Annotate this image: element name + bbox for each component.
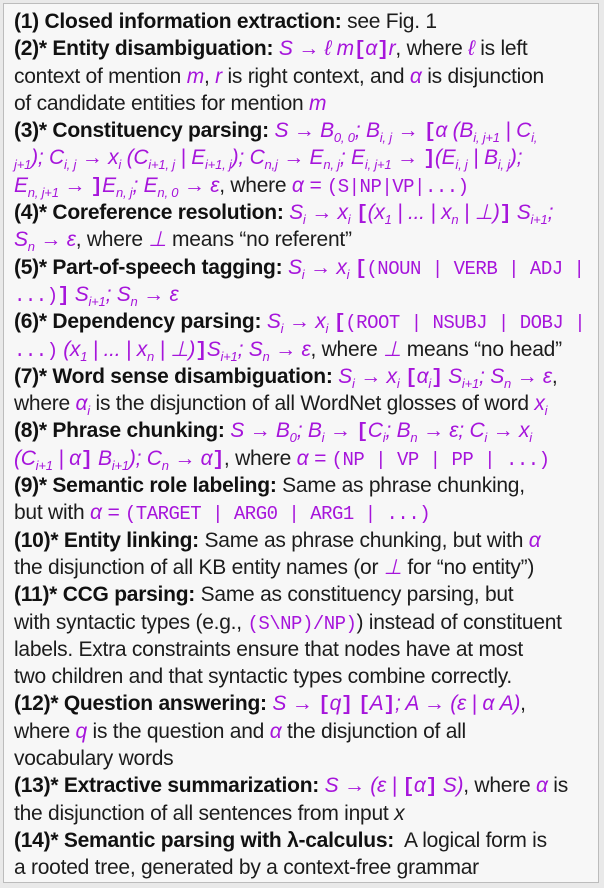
text-segment: → ε; C xyxy=(417,419,485,443)
text-segment: is left xyxy=(474,37,528,61)
text-segment: i, j+1 xyxy=(473,130,500,146)
text-segment: (C xyxy=(14,446,36,470)
text-segment: (TARGET | ARG0 | ARG1 | ...) xyxy=(124,503,431,526)
text-segment: , xyxy=(203,64,216,88)
text-segment: i xyxy=(396,375,400,391)
text-segment: ] xyxy=(341,694,353,718)
text-segment: S xyxy=(266,310,281,334)
text-segment: m xyxy=(309,91,327,115)
text-line xyxy=(14,417,594,444)
text-segment: ); C xyxy=(231,146,265,170)
text-segment: Same as phrase chunking, xyxy=(276,474,525,498)
text-segment: , where xyxy=(310,337,384,361)
text-segment: i+1 xyxy=(88,293,106,309)
task-label: (5)* Part-of-speech tagging: xyxy=(14,255,283,279)
text-segment: Same as constituency parsing, but xyxy=(195,583,514,607)
text-segment: for “no entity”) xyxy=(401,555,535,579)
text-line xyxy=(14,117,594,144)
text-segment: ; E xyxy=(339,146,365,170)
text-segment: is xyxy=(547,774,568,798)
text-segment: m xyxy=(186,64,204,88)
text-segment: is the question and xyxy=(86,719,270,743)
text-segment: | C xyxy=(499,119,532,143)
text-segment: ); C xyxy=(31,146,64,170)
text-segment: | ⊥) xyxy=(154,337,196,361)
text-segment: is right context, and xyxy=(221,64,410,88)
text-segment: where xyxy=(14,719,76,743)
text-segment: ; S xyxy=(237,337,263,361)
text-segment: 0, 0 xyxy=(333,130,355,146)
text-segment: → x xyxy=(305,201,348,225)
text-line xyxy=(14,172,594,199)
text-segment: S → ℓ m xyxy=(278,37,354,61)
text-line xyxy=(14,144,594,171)
task-label: (7)* Word sense disambiguation: xyxy=(14,364,333,388)
text-segment: [ xyxy=(333,312,346,336)
text-segment: ); C xyxy=(128,446,162,470)
text-segment: i xyxy=(428,375,432,391)
text-segment: (C xyxy=(121,146,149,170)
text-segment: i, j xyxy=(497,157,510,173)
text-segment: | α xyxy=(52,446,81,470)
text-segment: α = xyxy=(296,446,332,470)
text-segment: ] xyxy=(423,148,435,172)
text-segment: i+1 xyxy=(111,457,129,473)
text-segment: i xyxy=(346,266,350,282)
text-segment: n xyxy=(503,375,512,391)
task-label: (8)* Phrase chunking: xyxy=(14,419,225,443)
text-segment: → xyxy=(391,119,424,143)
text-segment: i xyxy=(302,212,306,228)
text-segment: r xyxy=(388,37,396,61)
text-segment: → α xyxy=(168,446,213,470)
text-segment: (x xyxy=(57,337,81,361)
text-segment: ; S xyxy=(105,282,131,306)
text-segment: labels. Extra constraints ensure that nodes have at most xyxy=(14,637,523,661)
text-segment: α xyxy=(365,37,378,61)
text-segment: i, j xyxy=(455,157,468,173)
text-segment: means “no referent” xyxy=(166,228,352,252)
text-segment: E xyxy=(102,173,116,197)
text-segment: S → B xyxy=(230,419,290,443)
text-line xyxy=(14,827,594,854)
text-segment: i+1, j xyxy=(148,157,175,173)
text-line xyxy=(14,690,594,717)
text-segment: S xyxy=(206,337,221,361)
text-segment: i+1, j xyxy=(205,157,232,173)
text-segment: i, j xyxy=(379,130,392,146)
text-segment: ℓ xyxy=(468,37,475,61)
text-segment: ...) xyxy=(14,284,58,307)
text-line xyxy=(14,8,594,35)
text-segment: n xyxy=(27,239,35,255)
text-segment: | ⊥) xyxy=(458,201,500,225)
text-segment: 0 xyxy=(289,430,297,446)
text-segment: i xyxy=(529,430,532,446)
text-segment: | ... | x xyxy=(87,337,147,361)
text-segment: ; E xyxy=(132,173,158,197)
text-segment: n, j xyxy=(115,184,133,200)
task-label: (3)* Constituency parsing: xyxy=(14,119,269,143)
text-segment: (ROOT | NSUBJ | DOBJ | xyxy=(345,312,586,335)
text-segment: α xyxy=(413,774,426,798)
text-segment: n, 0 xyxy=(157,184,179,200)
text-segment: n xyxy=(451,212,459,228)
text-segment: i+1 xyxy=(530,212,548,228)
text-segment: ] xyxy=(425,776,438,800)
text-segment: (NP | VP | PP | ...) xyxy=(331,448,550,471)
text-segment: α xyxy=(416,364,429,388)
text-line xyxy=(14,745,594,772)
text-line xyxy=(14,636,594,663)
task-label: (1) Closed information extraction: xyxy=(14,10,342,33)
text-segment: α xyxy=(269,719,282,743)
text-segment: → ε xyxy=(511,364,552,388)
text-segment: n xyxy=(410,430,418,446)
text-segment: n xyxy=(130,293,138,309)
text-line xyxy=(14,199,594,226)
text-segment: A logical form is xyxy=(394,828,547,852)
text-segment: → x xyxy=(354,364,397,388)
text-segment: (NOUN | VERB | ADJ | xyxy=(366,257,585,280)
task-label: (13)* Extractive summarization: xyxy=(14,774,320,798)
text-segment: means “no head” xyxy=(401,337,562,361)
text-segment: 1 xyxy=(384,212,392,228)
text-line xyxy=(14,308,594,335)
text-segment: ; B xyxy=(296,419,322,443)
text-segment: n xyxy=(161,457,169,473)
text-segment: , where xyxy=(223,446,297,470)
text-segment: [ xyxy=(356,421,368,445)
text-segment: S xyxy=(69,282,89,306)
text-segment: α xyxy=(528,528,541,552)
text-line xyxy=(14,854,594,881)
text-line xyxy=(14,527,594,554)
text-line xyxy=(14,363,594,390)
text-segment: is the disjunction of all WordNet glosses of word xyxy=(89,392,535,416)
text-segment: the disjunction of all sentences from input xyxy=(14,801,395,825)
text-segment: → ε xyxy=(178,173,220,197)
text-segment: i xyxy=(87,403,90,419)
text-segment: | B xyxy=(467,146,498,170)
text-segment: → x xyxy=(304,255,347,279)
text-segment: ] xyxy=(377,39,389,63)
text-segment: q xyxy=(329,692,342,716)
text-segment: ] xyxy=(195,339,207,363)
text-segment: i xyxy=(325,321,329,337)
text-segment: → ε xyxy=(34,228,76,252)
task-label: (4)* Coreference resolution: xyxy=(14,201,284,225)
text-segment: S xyxy=(338,364,352,388)
text-line xyxy=(14,390,594,417)
text-segment: , where xyxy=(463,774,536,798)
text-segment: ] xyxy=(90,175,103,199)
text-segment: → x xyxy=(487,419,530,443)
text-segment: S xyxy=(442,364,462,388)
text-segment: where xyxy=(14,392,76,416)
text-line xyxy=(14,499,594,526)
text-segment: 1 xyxy=(80,348,88,364)
text-segment: ⊥ xyxy=(148,228,167,252)
task-label: (10)* Entity linking: xyxy=(14,528,199,552)
text-segment: S) xyxy=(437,774,464,798)
text-line xyxy=(14,445,594,472)
text-segment: i, j+1 xyxy=(364,157,392,173)
text-segment: B xyxy=(92,446,112,470)
text-line xyxy=(14,63,594,90)
text-segment: ; xyxy=(547,201,554,225)
text-line xyxy=(14,554,594,581)
text-segment: α = xyxy=(89,501,125,525)
text-segment: α = xyxy=(291,173,327,197)
text-segment: → xyxy=(58,173,91,197)
text-segment: α xyxy=(75,392,88,416)
paper-figure-panel xyxy=(3,3,599,883)
text-segment: ⊥ xyxy=(383,555,402,579)
text-segment: → ε xyxy=(137,282,179,306)
text-segment: i xyxy=(484,430,488,446)
text-segment: , where xyxy=(395,37,469,61)
text-segment: → xyxy=(391,146,424,170)
text-segment: ...) xyxy=(14,339,58,362)
text-segment: ) instead of constituent xyxy=(356,610,562,634)
text-segment: ); xyxy=(509,146,523,170)
text-segment: ] xyxy=(80,448,93,472)
text-segment: ] xyxy=(57,284,70,308)
text-segment: → xyxy=(324,419,357,443)
text-line xyxy=(14,800,594,827)
text-segment: S xyxy=(289,201,303,225)
text-segment: context of mention xyxy=(14,64,187,88)
text-segment: i xyxy=(382,430,386,446)
task-label: (11)* CCG parsing: xyxy=(14,583,196,607)
text-segment: Same as phrase chunking, but with xyxy=(198,528,529,552)
text-segment: | ... | x xyxy=(391,201,452,225)
text-segment: [ xyxy=(358,694,370,718)
text-line xyxy=(14,35,594,62)
text-segment: ; B xyxy=(354,119,380,143)
text-segment: S → (ε | xyxy=(324,774,403,798)
text-segment: i xyxy=(351,375,355,391)
text-line xyxy=(14,281,594,308)
text-segment: → E xyxy=(277,146,324,170)
text-line xyxy=(14,336,594,363)
text-segment: i xyxy=(544,403,548,419)
text-segment: ] xyxy=(499,203,512,227)
task-label: (14)* Semantic parsing with λ-calculus: xyxy=(14,828,395,852)
text-segment: i, xyxy=(531,130,538,146)
text-segment: → ε xyxy=(269,337,311,361)
text-segment: S xyxy=(14,228,28,252)
text-segment: α xyxy=(535,774,548,798)
text-segment: A xyxy=(369,692,384,716)
text-segment: j+1 xyxy=(14,157,32,173)
text-segment: [ xyxy=(356,203,368,227)
text-segment: α xyxy=(409,64,422,88)
text-segment: , xyxy=(520,692,526,716)
text-segment: vocabulary words xyxy=(14,747,174,771)
text-segment: ] xyxy=(383,694,395,718)
text-segment: S xyxy=(287,255,302,279)
text-segment: n,j xyxy=(264,157,278,173)
text-segment: (E xyxy=(434,146,456,170)
text-segment: S → xyxy=(272,692,319,716)
text-segment: with syntactic types (e.g., xyxy=(14,610,248,634)
text-segment: S xyxy=(511,201,531,225)
text-segment: (x xyxy=(367,201,385,225)
text-segment: i xyxy=(321,430,325,446)
text-segment: E xyxy=(14,173,28,197)
text-segment: n, j+1 xyxy=(27,184,59,200)
text-line xyxy=(14,472,594,499)
text-segment: [ xyxy=(423,121,436,145)
text-segment: two children and that syntactic types combine correctly. xyxy=(14,665,513,689)
text-line xyxy=(14,718,594,745)
text-segment: ] xyxy=(212,448,224,472)
text-segment: i+1 xyxy=(35,457,53,473)
text-segment: a rooted tree, generated by a context-free grammar xyxy=(14,856,479,880)
text-segment: x xyxy=(394,801,405,825)
text-segment: i xyxy=(347,212,351,228)
text-segment: α (B xyxy=(435,119,474,143)
text-segment: S → B xyxy=(274,119,334,143)
text-segment: but with xyxy=(14,501,90,525)
text-line xyxy=(14,226,594,253)
task-label: (2)* Entity disambiguation: xyxy=(14,37,274,61)
text-segment: i+1 xyxy=(461,375,480,391)
text-segment: (S|NP|VP|...) xyxy=(326,175,469,198)
text-segment: the disjunction of all KB entity names (or xyxy=(14,555,384,579)
text-segment: [ xyxy=(353,39,366,63)
text-line xyxy=(14,772,594,799)
text-segment: see Fig. 1 xyxy=(341,10,437,33)
text-segment: → x xyxy=(283,310,326,334)
text-segment: i+1 xyxy=(220,348,238,364)
text-line xyxy=(14,609,594,636)
text-segment: [ xyxy=(402,776,414,800)
text-segment: i xyxy=(118,157,122,173)
text-segment: → x xyxy=(76,146,119,170)
text-line xyxy=(14,663,594,690)
text-segment: [ xyxy=(354,257,367,281)
text-segment: i, j xyxy=(63,157,77,173)
text-line xyxy=(14,254,594,281)
text-segment: ⊥ xyxy=(383,337,402,361)
text-segment: , where xyxy=(75,228,149,252)
text-segment: n xyxy=(262,348,270,364)
text-segment: ; B xyxy=(385,419,411,443)
text-line xyxy=(14,581,594,608)
text-segment: x xyxy=(534,392,545,416)
text-segment: r xyxy=(215,64,222,88)
text-segment: of candidate entities for mention xyxy=(14,91,310,115)
text-segment: is disjunction xyxy=(421,64,544,88)
text-segment: i xyxy=(301,266,305,282)
text-segment: , where xyxy=(219,173,292,197)
task-label: (9)* Semantic role labeling: xyxy=(14,474,277,498)
text-segment: C xyxy=(367,419,383,443)
text-segment: [ xyxy=(318,694,330,718)
text-segment: n, j xyxy=(323,157,340,173)
task-grammar-list xyxy=(14,8,594,882)
text-segment: q xyxy=(75,719,87,743)
text-segment: n xyxy=(146,348,155,364)
text-segment: the disjunction of all xyxy=(281,719,466,743)
text-segment: (S\NP)/NP) xyxy=(247,612,357,635)
task-label: (6)* Dependency parsing: xyxy=(14,310,262,334)
text-line xyxy=(14,90,594,117)
text-segment: [ xyxy=(405,366,417,390)
text-segment: i xyxy=(280,321,284,337)
text-segment: ] xyxy=(431,366,443,390)
text-segment: | E xyxy=(174,146,206,170)
text-segment: , xyxy=(551,364,558,388)
text-segment: ; S xyxy=(479,364,504,388)
text-segment: ; A → (ε | α A) xyxy=(394,692,521,716)
task-label: (12)* Question answering: xyxy=(14,692,267,716)
